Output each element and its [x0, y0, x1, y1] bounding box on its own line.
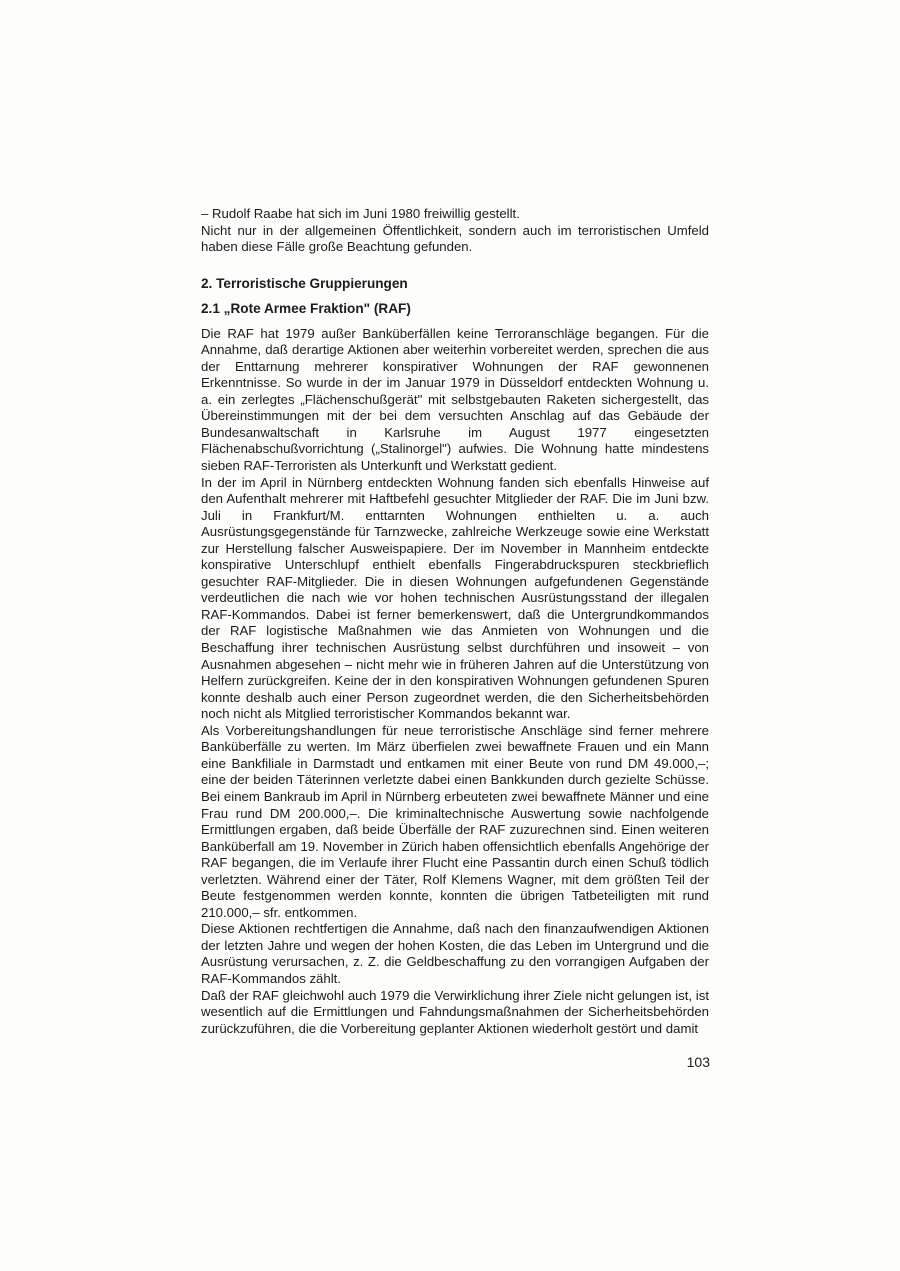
section-heading: 2. Terroristische Gruppierungen [201, 275, 408, 291]
page-number: 103 [686, 1054, 710, 1070]
subsection-heading: 2.1 „Rote Armee Fraktion" (RAF) [201, 300, 411, 316]
body-paragraph: Diese Aktionen rechtfertigen die Annahme, daß nach den finanzaufwendigen Aktionen der letzten Jahre und wegen der hohen Kosten, die das Leben im Untergrund und die Ausrüstung verursachen, z. Z. die Geldbeschaffung zu den vorrangigen Aufgaben der RAF-Kommandos zählt. [201, 921, 709, 986]
body-paragraph: Daß der RAF gleichwohl auch 1979 die Verwirklichung ihrer Ziele nicht gelungen ist, ist wesentlich auf die Ermittlungen und Fahndungsmaßnahmen der Sicherheitsbehörden zurückzuführen, die die Vorbereitung geplanter Aktionen wiederholt gestört und damit [201, 987, 709, 1036]
page-content [201, 206, 709, 1037]
body-paragraph: Als Vorbereitungshandlungen für neue terroristische Anschläge sind ferner mehrere Banküberfälle zu werten. Im März überfielen zwei bewaffnete Frauen und ein Mann eine Bankfiliale in Darmstadt und entkamen mit einer Beute von rund DM 49.000,–; eine der beiden Täterinnen verletzte dabei einen Bankkunden durch gezielte Schüsse. Bei einem Bankraub im April in Nürnberg erbeuteten zwei bewaffnete Männer und eine Frau rund DM 200.000,–. Die kriminaltechnische Auswertung sowie nachfolgende Ermittlungen ergaben, daß beide Überfälle der RAF zuzurechnen sind. Einen weiteren Banküberfall am 19. November in Zürich haben offensichtlich ebenfalls Angehörige der RAF begangen, die im Verlaufe ihrer Flucht eine Passantin durch einen Schuß tödlich verletzten. Während einer der Täter, Rolf Klemens Wagner, mit dem größten Teil der Beute festgenommen werden konnte, konnten die übrigen Tatbeteiligten mit rund 210.000,– sfr. entkommen. [201, 722, 709, 920]
intro-dash-line: – Rudolf Raabe hat sich im Juni 1980 freiwillig gestellt. [201, 206, 520, 221]
intro-text: Nicht nur in der allgemeinen Öffentlichkeit, sondern auch im terroristischen Umfeld haben diese Fälle große Beachtung gefunden. [201, 222, 709, 255]
intro-block [201, 206, 709, 256]
body-paragraph: In der im April in Nürnberg entdeckten Wohnung fanden sich ebenfalls Hinweise auf den Aufenthalt mehrerer mit Haftbefehl gesuchter Mitglieder der RAF. Die im Juni bzw. Juli in Frankfurt/M. enttarnten Wohnungen enthielten u. a. auch Ausrüstungsgegenstände für Tarnzwecke, zahlreiche Werkzeuge sowie eine Werkstatt zur Herstellung falscher Ausweispapiere. Der im November in Mannheim entdeckte konspirative Unterschlupf enthielt ebenfalls Fingerabdruckspuren steckbrieflich gesuchter RAF-Mitglieder. Die in diesen Wohnungen aufgefundenen Gegenstände verdeutlichen die nach wie vor hohen technischen Ausrüstungsstand der illegalen RAF-Kommandos. Dabei ist ferner bemerkenswert, daß die Untergrundkommandos der RAF logistische Maßnahmen wie das Anmieten von Wohnungen und die Beschaffung ihrer technischen Ausrüstung selbst durchführen und insoweit – von Ausnahmen abgesehen – nicht mehr wie in früheren Jahren auf die Unterstützung von Helfern zurückgreifen. Keine der in den konspirativen Wohnungen gefundenen Spuren konnte deshalb auch einer Person zugeordnet werden, die den Sicherheitsbehörden noch nicht als Mitglied terroristischer Kommandos bekannt war. [201, 474, 709, 722]
body-paragraph: Die RAF hat 1979 außer Banküberfällen keine Terroranschläge begangen. Für die Annahme, daß derartige Aktionen aber weiterhin vorbereitet werden, sprechen die aus der Enttarnung mehrerer konspirativer Wohnungen der RAF gewonnenen Erkenntnisse. So wurde in der im Januar 1979 in Düsseldorf entdeckten Wohnung u. a. ein zerlegtes „Flächenschußgerät" mit selbstgebauten Raketen sichergestellt, das Übereinstimmungen mit der bei dem versuchten Anschlag auf das Gebäude der Bundesanwaltschaft in Karlsruhe im August 1977 eingesetzten Flächenabschußvorrichtung („Stalinorgel") aufwies. Die Wohnung hatte mindestens sieben RAF-Terroristen als Unterkunft und Werkstatt gedient. [201, 325, 709, 474]
